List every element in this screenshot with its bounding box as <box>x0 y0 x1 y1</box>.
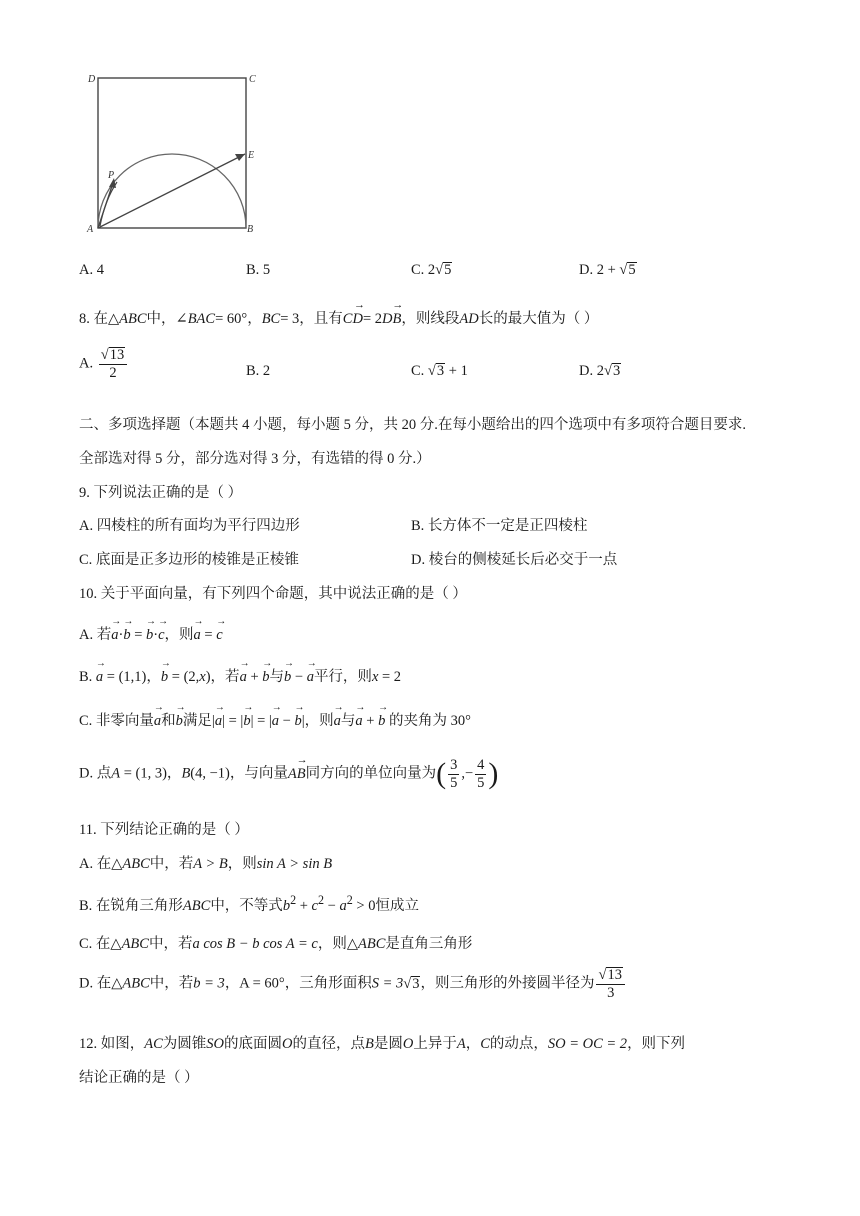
q8-option-b[interactable]: B. 2 <box>246 363 271 379</box>
q8-option-a-fraction: $\frac{√13}{2}$ <box>99 347 127 382</box>
label-p: P <box>108 170 115 181</box>
arrowhead-e <box>235 154 245 161</box>
label-a: A <box>87 224 94 235</box>
q11-option-c[interactable]: C. 在△ABC中，若a cos B − b cos A = c，则△ABC是直角三角形 <box>79 936 473 952</box>
q10-option-b[interactable]: B. → a = (1,1)，→ b = (2,x)，若→ a + → b与→ b − → a平行，则x = 2 <box>79 665 401 686</box>
q7-option-b-text: B. 5 <box>246 262 271 278</box>
q9-stem: 9. 下列说法正确的是（ ） <box>79 485 243 501</box>
q7-option-c-radicand: 5 <box>444 262 452 278</box>
q11-option-d[interactable]: D. 在△ABC中，若b = 3，A = 60°，三角形面积S = 3√3，则三角形的外接圆半径为 $\frac{√13}{3}$ <box>79 967 627 1002</box>
q11-option-b[interactable]: B. 在锐角三角形ABC中，不等式$b^2 + c^2 - a^2 > 0$恒成立 <box>79 893 419 914</box>
label-e: E <box>248 150 255 161</box>
q9-option-a[interactable]: A. 四棱柱的所有面均为平行四边形 <box>79 518 300 534</box>
q8-stem: 8. 在△ABC中，∠BAC= 60°，BC= 3，且有→ CD= 2→ DB，则线段AD长的最大值为（ ） <box>79 307 598 328</box>
q10-stem: 10. 关于平面向量，有下列四个命题，其中说法正确的是（ ） <box>79 586 467 602</box>
q9-option-d[interactable]: D. 棱台的侧棱延长后必交于一点 <box>411 552 618 568</box>
q9-option-c[interactable]: C. 底面是正多边形的棱锥是正棱锥 <box>79 552 299 568</box>
q9-option-b[interactable]: B. 长方体不一定是正四棱柱 <box>411 518 588 534</box>
section2-heading-line2: 全部选对得 5 分，部分选对得 3 分，有选错的得 0 分.） <box>79 451 431 467</box>
q7-option-d-prefix: D. 2 + <box>579 262 620 278</box>
q11-stem: 11. 下列结论正确的是（ ） <box>79 822 249 838</box>
q12-stem-line2: 结论正确的是（ ） <box>79 1070 199 1086</box>
label-b: B <box>247 224 254 235</box>
q8-option-c[interactable]: C. √3 + 1 <box>411 363 468 379</box>
q11-option-a[interactable]: A. 在△ABC中，若A > B，则sin A > sin B <box>79 856 333 872</box>
q10-option-a[interactable]: A. 若→ a·→ b = → b·→ c，则→ a = → c <box>79 623 223 644</box>
vector-ae <box>98 154 245 228</box>
q10-option-d[interactable]: D. 点A = (1, 3)，B(4, −1)，与向量→ AB同方向的单位向量为( $\frac{3}{5}$ ,− $\frac{4}{5}$ ) <box>79 757 498 791</box>
q7-option-d[interactable]: D. 2 + √5 <box>579 262 636 278</box>
q7-option-c[interactable]: C. 2√5 <box>411 262 452 278</box>
q8-option-d[interactable]: D. 2√3 <box>579 363 621 379</box>
q12-stem-line1: 12. 如图，AC为圆锥SO的底面圆O的直径，点B是圆O上异于A，C的动点，SO = OC = 2，则下列 <box>79 1036 686 1052</box>
q7-option-a-text: A. 4 <box>79 262 104 278</box>
vector-cd: → CD <box>343 311 363 328</box>
q8-option-a[interactable]: A. $\frac{√13}{2}$ <box>79 347 129 382</box>
vector-db: → DB <box>382 311 401 328</box>
q7-option-a[interactable] <box>79 262 104 279</box>
label-d: D <box>88 74 96 85</box>
vector-ab: → AB <box>288 766 306 783</box>
square-abcd <box>98 78 246 228</box>
q7-option-b[interactable] <box>246 262 270 279</box>
q10-option-c[interactable]: C. 非零向量→ a和→ b满足|→ a| = |→ b| = |→ a − → b|，则→ a与→ a + → b 的夹角为 30° <box>79 709 471 730</box>
square-semicircle-figure <box>85 70 265 240</box>
q7-option-c-prefix: C. 2 <box>411 262 436 278</box>
label-c: C <box>249 74 256 85</box>
q7-option-d-radicand: 5 <box>628 262 636 278</box>
section2-heading-line1: 二、多项选择题（本题共 4 小题，每小题 5 分，共 20 分.在每小题给出的四个选项中有多项符合题目要求. <box>79 417 746 433</box>
